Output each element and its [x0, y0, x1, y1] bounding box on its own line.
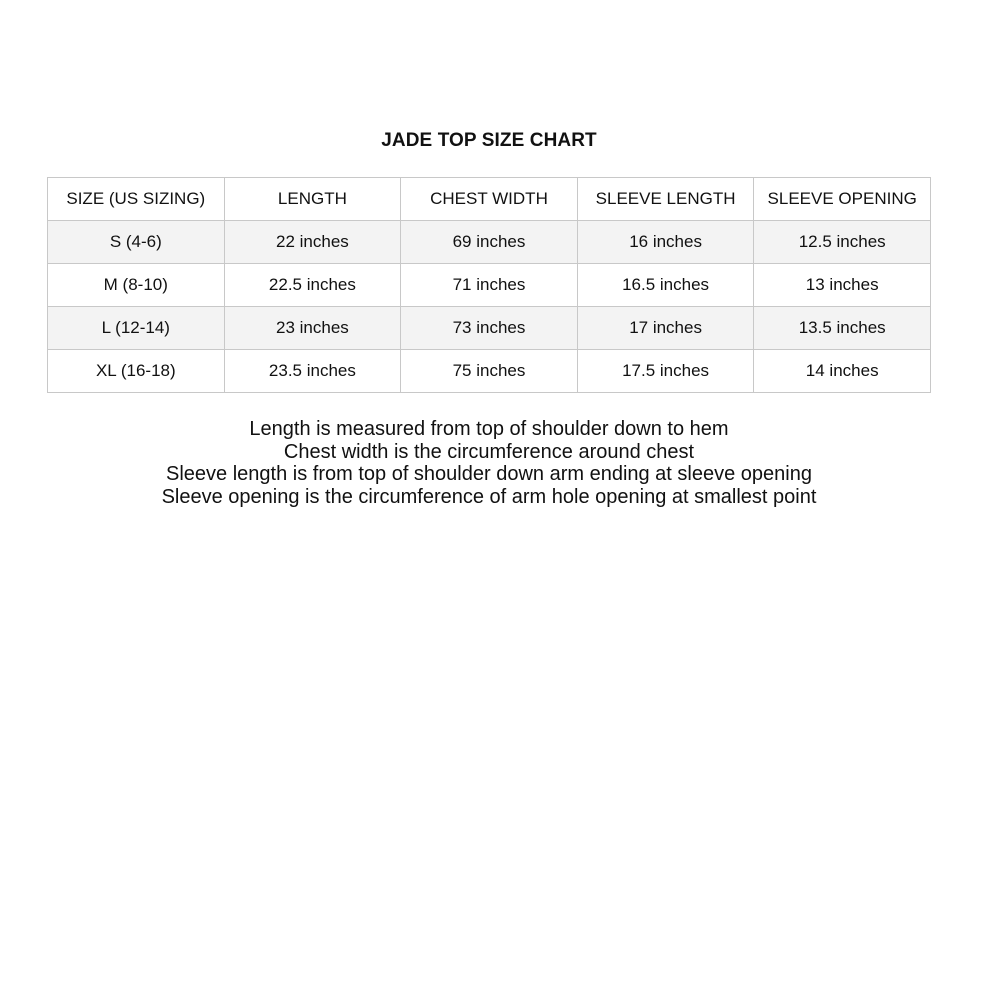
cell-sleeve-opening: 14 inches	[754, 350, 931, 393]
size-chart-table	[47, 177, 931, 393]
note-sleeve-opening: Sleeve opening is the circumference of arm hole opening at smallest point	[161, 485, 817, 508]
cell-length: 22 inches	[224, 221, 401, 264]
cell-chest-width: 71 inches	[401, 264, 578, 307]
note-sleeve-length: Sleeve length is from top of shoulder down arm ending at sleeve opening	[166, 463, 812, 485]
measurement-notes	[0, 418, 978, 508]
cell-chest-width: 73 inches	[401, 307, 578, 350]
cell-sleeve-length: 17.5 inches	[577, 350, 754, 393]
table-body	[48, 221, 931, 393]
header-size: SIZE (US SIZING)	[48, 178, 225, 221]
cell-size: L (12-14)	[48, 307, 225, 350]
note-length: Length is measured from top of shoulder down to hem	[249, 418, 729, 440]
note-chest-width: Chest width is the circumference around chest	[283, 440, 695, 463]
page-title: JADE TOP SIZE CHART	[381, 130, 597, 151]
header-chest-width: CHEST WIDTH	[401, 178, 578, 221]
cell-size: S (4-6)	[48, 221, 225, 264]
header-sleeve-length: SLEEVE LENGTH	[577, 178, 754, 221]
cell-chest-width: 75 inches	[401, 350, 578, 393]
cell-sleeve-length: 17 inches	[577, 307, 754, 350]
table-row	[48, 307, 931, 350]
cell-sleeve-opening: 12.5 inches	[754, 221, 931, 264]
cell-sleeve-length: 16.5 inches	[577, 264, 754, 307]
cell-sleeve-opening: 13 inches	[754, 264, 931, 307]
table-row	[48, 221, 931, 264]
cell-size: XL (16-18)	[48, 350, 225, 393]
cell-length: 23 inches	[224, 307, 401, 350]
cell-length: 23.5 inches	[224, 350, 401, 393]
table-header	[48, 178, 931, 221]
table-row	[48, 264, 931, 307]
table-row	[48, 350, 931, 393]
header-row	[48, 178, 931, 221]
header-sleeve-opening: SLEEVE OPENING	[754, 178, 931, 221]
cell-sleeve-length: 16 inches	[577, 221, 754, 264]
header-length: LENGTH	[224, 178, 401, 221]
cell-size: M (8-10)	[48, 264, 225, 307]
cell-length: 22.5 inches	[224, 264, 401, 307]
cell-chest-width: 69 inches	[401, 221, 578, 264]
cell-sleeve-opening: 13.5 inches	[754, 307, 931, 350]
